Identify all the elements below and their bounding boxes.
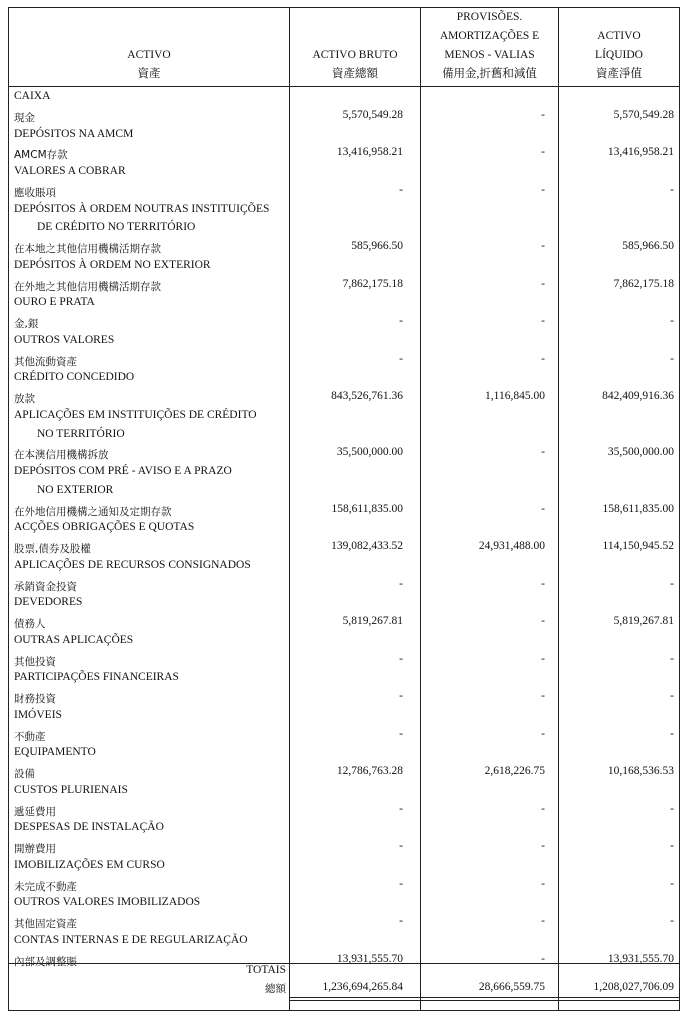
row-label: IMOBILIZAÇÕES EM CURSO: [14, 858, 165, 871]
provisoes-value: -: [541, 240, 545, 252]
activo-liquido-value: -: [670, 915, 674, 927]
table-row: [9, 857, 679, 876]
table-row: [9, 332, 679, 351]
header-activo-bruto: [290, 8, 420, 86]
table-row: [9, 407, 679, 426]
provisoes-value: -: [541, 802, 545, 815]
row-label: PARTICIPAÇÕES FINANCEIRAS: [14, 671, 179, 684]
table-row: [9, 463, 679, 482]
table-row: [9, 726, 679, 745]
table-row: [9, 144, 679, 163]
table-row: [9, 782, 679, 801]
table-row: [9, 688, 679, 707]
row-label: DEPÓSITOS COM PRÉ - AVISO E A PRAZO: [14, 465, 232, 477]
table-row: [9, 219, 679, 238]
activo-liquido-value: -: [670, 352, 674, 365]
activo-bruto-value: 843,526,761.36: [331, 390, 403, 402]
row-label: 開辦費用: [14, 843, 56, 855]
provisoes-value: 2,618,226.75: [484, 765, 545, 777]
table-row: [9, 913, 679, 932]
activo-bruto-value: -: [399, 877, 403, 890]
row-label: CONTAS INTERNAS E DE REGULARIZAÇÃO: [14, 933, 248, 946]
table-row: [9, 613, 679, 632]
table-row: [9, 876, 679, 895]
table-row: [9, 669, 679, 688]
provisoes-value: 24,931,488.00: [478, 540, 545, 552]
header-bruto-pt: ACTIVO BRUTO: [312, 49, 398, 61]
totals-underline-2: [289, 1000, 679, 1001]
totals-bruto: 1,236,694,265.84: [322, 981, 403, 993]
row-label: OUTROS VALORES IMOBILIZADOS: [14, 896, 201, 909]
table-row: [9, 707, 679, 726]
activo-liquido-value: 5,570,549.28: [613, 108, 674, 121]
activo-bruto-value: -: [399, 352, 403, 365]
activo-bruto-value: 13,416,958.21: [336, 146, 403, 159]
activo-liquido-value: 7,862,175.18: [613, 277, 674, 290]
activo-liquido-value: -: [670, 802, 674, 815]
activo-liquido-value: -: [670, 877, 674, 890]
row-label: 應收賬項: [14, 186, 56, 199]
row-label: CUSTOS PLURIENAIS: [14, 783, 128, 796]
row-label: OURO E PRATA: [14, 296, 95, 309]
row-label: 內部及調整賬: [14, 955, 77, 968]
row-label: NO TERRITÓRIO: [37, 427, 125, 440]
table-row: [9, 238, 679, 257]
provisoes-value: -: [541, 690, 545, 702]
provisoes-value: -: [541, 877, 545, 890]
provisoes-value: -: [541, 315, 545, 327]
header-provisoes-line3: MENOS - VALIAS: [444, 49, 535, 61]
row-label: DEVEDORES: [14, 596, 83, 609]
table-row: [9, 182, 679, 201]
header-activo: [9, 8, 289, 86]
activo-liquido-value: 13,416,958.21: [607, 146, 674, 159]
activo-bruto-value: -: [399, 577, 403, 590]
activo-liquido-value: -: [670, 727, 674, 740]
table-row: [9, 538, 679, 557]
row-label: 未完成不動產: [14, 880, 77, 893]
table-row: [9, 107, 679, 126]
row-label: NO EXTERIOR: [37, 483, 114, 496]
activo-bruto-value: 35,500,000.00: [336, 446, 403, 459]
activo-bruto-value: -: [399, 183, 403, 196]
header-liquido-line2: LÍQUIDO: [595, 49, 643, 61]
provisoes-value: -: [541, 502, 545, 515]
provisoes-value: -: [541, 183, 545, 196]
totals-label-pt: TOTAIS: [246, 964, 286, 976]
table-row: [9, 838, 679, 857]
provisoes-value: -: [541, 840, 545, 852]
activo-liquido-value: -: [670, 652, 674, 665]
table-row: [9, 426, 679, 445]
table-row: [9, 369, 679, 388]
row-label: 財務投資: [14, 693, 56, 705]
table-row: [9, 594, 679, 613]
activo-liquido-value: 10,168,536.53: [607, 765, 674, 777]
row-label: DEPÓSITOS À ORDEM NO EXTERIOR: [14, 258, 211, 271]
totals-label-zh: 總額: [265, 983, 286, 995]
activo-bruto-value: -: [399, 840, 403, 852]
row-label: ACÇÕES OBRIGAÇÕES E QUOTAS: [14, 521, 195, 534]
activo-liquido-value: 5,819,267.81: [613, 615, 674, 627]
row-label: 在外地信用機構之通知及定期存款: [14, 505, 172, 518]
row-label: CAIXA: [14, 90, 51, 102]
provisoes-value: -: [541, 915, 545, 927]
activo-liquido-value: 13,931,555.70: [607, 952, 674, 965]
row-label: 債務人: [14, 618, 46, 630]
provisoes-value: -: [541, 952, 545, 965]
header-liquido-line1: ACTIVO: [597, 30, 641, 42]
row-label: 承銷資金投資: [14, 580, 77, 593]
row-label: 不動產: [14, 730, 46, 743]
balance-sheet-table: [8, 7, 680, 1011]
table-row: [9, 201, 679, 220]
table-row: [9, 276, 679, 295]
row-label: 其他流動資產: [14, 355, 77, 368]
activo-liquido-value: 842,409,916.36: [602, 390, 674, 402]
activo-bruto-value: -: [399, 915, 403, 927]
row-label: CRÉDITO CONCEDIDO: [14, 371, 135, 384]
header-activo-pt: ACTIVO: [127, 49, 171, 61]
provisoes-value: -: [541, 727, 545, 740]
table-row: [9, 163, 679, 182]
provisoes-value: -: [541, 577, 545, 590]
table-row: [9, 351, 679, 370]
activo-liquido-value: -: [670, 315, 674, 327]
header-liquido-zh: 資產淨值: [596, 68, 642, 80]
totals-liquido: 1,208,027,706.09: [593, 981, 674, 993]
table-row: [9, 482, 679, 501]
provisoes-value: -: [541, 352, 545, 365]
activo-liquido-value: 114,150,945.52: [602, 540, 674, 552]
row-label: 其他投資: [14, 655, 56, 668]
row-label: OUTROS VALORES: [14, 333, 115, 346]
totals-underline-1: [289, 997, 679, 998]
header-provisoes-zh: 備用金,折舊和減值: [442, 68, 537, 80]
row-label: 放款: [14, 393, 35, 405]
row-label: OUTRAS APLICAÇÕES: [14, 633, 134, 646]
activo-bruto-value: 13,931,555.70: [336, 952, 403, 965]
activo-bruto-value: -: [399, 652, 403, 665]
header-activo-zh: 資產: [137, 68, 161, 80]
activo-liquido-value: 35,500,000.00: [607, 446, 674, 459]
header-activo-liquido: [559, 8, 679, 86]
activo-bruto-value: -: [399, 690, 403, 702]
activo-bruto-value: 12,786,763.28: [336, 765, 403, 777]
header-bruto-zh: 資產總額: [332, 68, 378, 80]
row-label: 其他固定資產: [14, 918, 77, 930]
row-label: 在本地之其他信用機構活期存款: [14, 243, 161, 255]
table-row: [9, 894, 679, 913]
row-label: AMCM存款: [14, 149, 68, 162]
row-label: DE CRÉDITO NO TERRITÓRIO: [37, 221, 196, 234]
activo-liquido-value: 585,966.50: [622, 240, 674, 252]
activo-liquido-value: -: [670, 840, 674, 852]
row-label: APLICAÇÕES EM INSTITUIÇÕES DE CRÉDITO: [14, 408, 257, 421]
table-row: [9, 388, 679, 407]
table-row: [9, 294, 679, 313]
row-label: IMÓVEIS: [14, 708, 62, 721]
table-row: [9, 257, 679, 276]
table-row: [9, 744, 679, 763]
row-label: 設備: [14, 768, 35, 780]
header-provisoes-line1: PROVISÕES.: [456, 11, 523, 23]
activo-bruto-value: 585,966.50: [351, 240, 403, 252]
table-row: [9, 801, 679, 820]
table-row: [9, 444, 679, 463]
row-label: DEPÓSITOS NA AMCM: [14, 127, 134, 140]
row-label: 在外地之其他信用機構活期存款: [14, 280, 161, 293]
provisoes-value: -: [541, 277, 545, 290]
activo-bruto-value: -: [399, 727, 403, 740]
table-row: [9, 313, 679, 332]
totals-separator: [9, 963, 679, 964]
row-label: 在本澳信用機構拆放: [14, 449, 109, 462]
activo-bruto-value: 7,862,175.18: [342, 277, 403, 290]
table-row: [9, 501, 679, 520]
row-label: APLICAÇÕES DE RECURSOS CONSIGNADOS: [14, 558, 251, 571]
activo-bruto-value: -: [399, 315, 403, 327]
table-row: [9, 576, 679, 595]
header-separator: [9, 86, 679, 87]
provisoes-value: -: [541, 652, 545, 665]
header-provisoes: [421, 8, 558, 86]
activo-bruto-value: 139,082,433.52: [331, 540, 403, 552]
table-row: [9, 126, 679, 145]
provisoes-value: -: [541, 146, 545, 159]
table-row: [9, 651, 679, 670]
provisoes-value: -: [541, 108, 545, 121]
table-row: [9, 819, 679, 838]
provisoes-value: 1,116,845.00: [485, 390, 545, 402]
table-row: [9, 519, 679, 538]
activo-bruto-value: 5,819,267.81: [342, 615, 403, 627]
row-label: DEPÓSITOS À ORDEM NOUTRAS INSTITUIÇÕES: [14, 202, 270, 215]
header-provisoes-line2: AMORTIZAÇÕES E: [439, 30, 540, 42]
row-label: VALORES A COBRAR: [14, 165, 126, 177]
activo-liquido-value: 158,611,835.00: [602, 502, 674, 515]
table-row: [9, 763, 679, 782]
table-row: [9, 88, 679, 107]
row-label: 遞延費用: [14, 805, 56, 818]
activo-bruto-value: 5,570,549.28: [342, 108, 403, 121]
provisoes-value: -: [541, 615, 545, 627]
table-row: [9, 632, 679, 651]
totals-provisoes: 28,666,559.75: [478, 981, 545, 993]
table-row: [9, 557, 679, 576]
row-label: DESPESAS DE INSTALAÇÃO: [14, 821, 164, 834]
row-label: 股票,債券及股權: [14, 543, 91, 555]
activo-bruto-value: 158,611,835.00: [331, 502, 403, 515]
row-label: EQUIPAMENTO: [14, 746, 96, 759]
table-row: [9, 951, 679, 970]
provisoes-value: -: [541, 446, 545, 459]
activo-liquido-value: -: [670, 690, 674, 702]
row-label: 現金: [14, 111, 35, 124]
table-row: [9, 932, 679, 951]
row-label: 金,銀: [14, 318, 39, 330]
activo-liquido-value: -: [670, 577, 674, 590]
activo-bruto-value: -: [399, 802, 403, 815]
activo-liquido-value: -: [670, 183, 674, 196]
